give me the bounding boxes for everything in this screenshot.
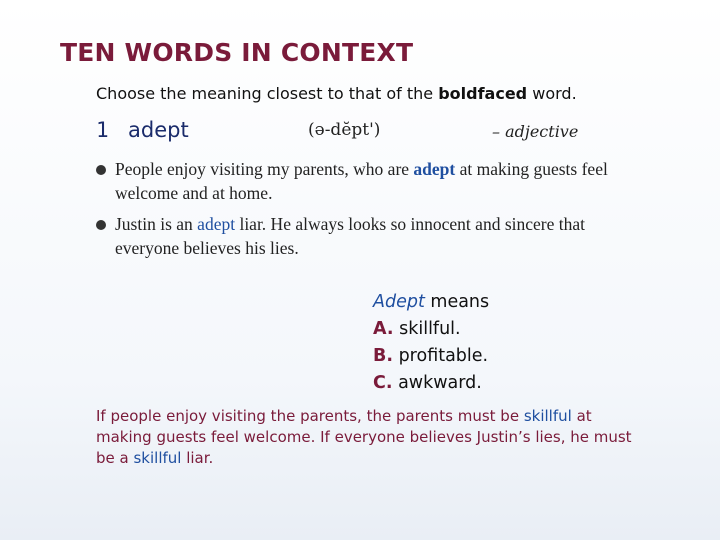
explanation-part2: at making guests feel welcome. If everyone believes Justin’s lies, he must be a: [96, 407, 632, 467]
option-letter: A.: [373, 319, 394, 339]
answer-lead-word: Adept: [373, 292, 425, 312]
example-sentence-2: [96, 212, 636, 260]
answer-option-a: [373, 316, 489, 343]
example-before: People enjoy visiting my parents, who are: [115, 159, 414, 179]
explanation-part3: liar.: [181, 449, 214, 467]
explanation-highlight-1: skillful: [523, 407, 572, 425]
answer-option-b: [373, 343, 489, 370]
answer-lead-rest: means: [424, 292, 490, 312]
word-number: 1: [96, 118, 109, 142]
example-after: liar. He always looks so innocent and sincere that everyone believes his lies.: [115, 214, 585, 258]
example-text: [115, 212, 636, 260]
answer-option-c: [373, 370, 489, 397]
pronunciation: (ə-dĕpt'): [308, 120, 381, 140]
answer-choices: [373, 289, 489, 397]
page-title: TEN WORDS IN CONTEXT: [60, 38, 414, 67]
example-highlight: adept: [197, 214, 236, 234]
option-letter: B.: [373, 346, 393, 366]
example-before: Justin is an: [115, 214, 198, 234]
example-sentence-1: [96, 157, 636, 205]
vocab-word-line: [96, 118, 596, 148]
explanation-highlight-2: skillful: [133, 449, 182, 467]
option-text: skillful.: [393, 319, 461, 339]
answer-lead: [373, 289, 489, 316]
vocab-word: adept: [128, 118, 189, 142]
option-text: awkward.: [392, 373, 482, 393]
explanation-text: [96, 406, 636, 469]
instruction-text: [96, 84, 577, 103]
example-after: at making guests feel welcome and at home.: [115, 159, 608, 203]
instruction-after: word.: [532, 84, 577, 103]
instruction-before: Choose the meaning closest to that of the: [96, 84, 434, 103]
option-text: profitable.: [393, 346, 489, 366]
example-text: [115, 157, 636, 205]
explanation-part1: If people enjoy visiting the parents, the parents must be: [96, 407, 524, 425]
option-letter: C.: [373, 373, 393, 393]
part-of-speech: – adjective: [492, 122, 579, 141]
example-highlight: adept: [413, 159, 456, 179]
bullet-icon: [96, 220, 106, 230]
instruction-bold: boldfaced: [438, 84, 528, 103]
bullet-icon: [96, 165, 106, 175]
